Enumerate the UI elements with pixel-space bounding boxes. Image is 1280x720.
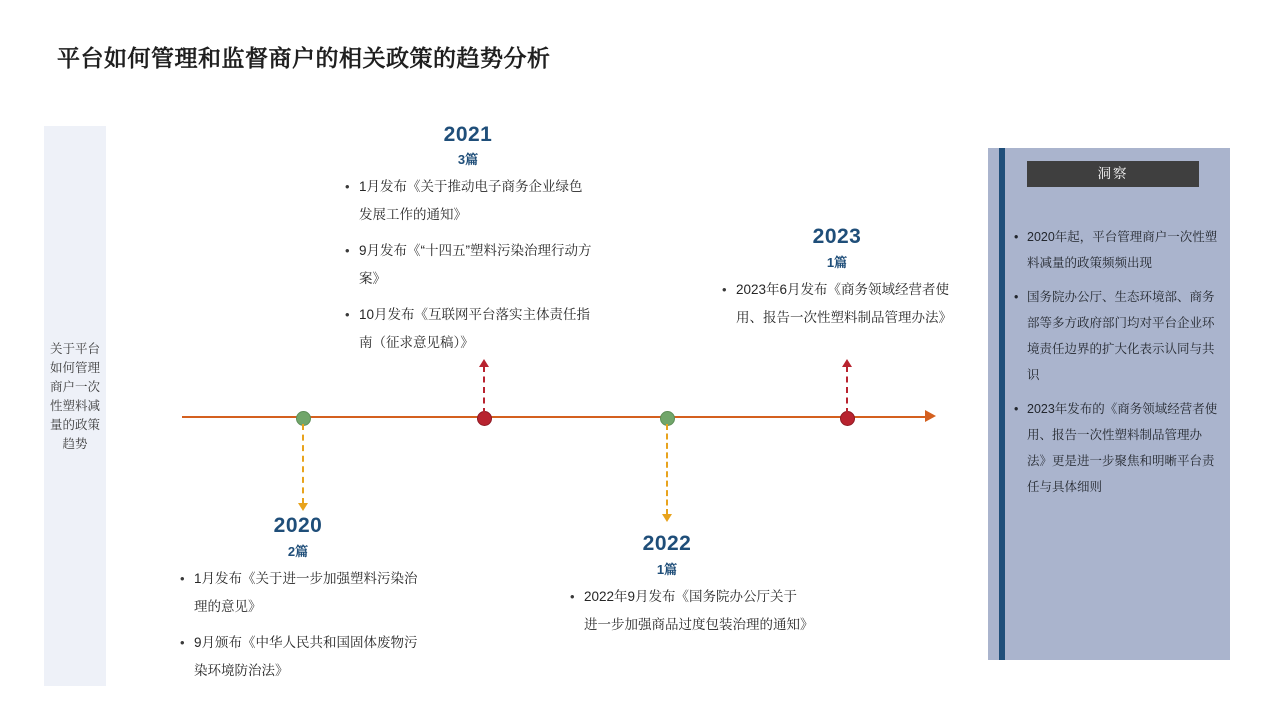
bullet-icon: • — [722, 282, 727, 297]
connector-2022 — [666, 424, 668, 515]
left-label-text: 关于平台如何管理商户一次性塑料减量的政策趋势 — [49, 342, 100, 451]
list-item — [345, 173, 595, 229]
list-item-text: 2022年9月发布《国务院办公厅关于进一步加强商品过度包装治理的通知》 — [584, 589, 814, 632]
list-item — [180, 565, 425, 621]
connector-2023 — [846, 366, 848, 414]
timeline-arrow-icon — [925, 410, 936, 422]
connector-2020 — [302, 424, 304, 504]
list-item — [345, 301, 595, 357]
year-items-2020 — [180, 565, 425, 693]
year-count-2021: 3篇 — [457, 152, 479, 167]
list-item-text: 2020年起，平台管理商户一次性塑料减量的政策频频出现 — [1027, 230, 1218, 270]
bullet-icon: • — [570, 589, 575, 604]
list-item — [1014, 284, 1219, 388]
year-label-2023: 2023 — [812, 225, 862, 248]
bullet-icon: • — [345, 243, 350, 258]
insight-items — [1014, 224, 1219, 508]
list-item-text: 2023年6月发布《商务领域经营者使用、报告一次性塑料制品管理办法》 — [736, 282, 952, 325]
bullet-icon: • — [180, 571, 185, 586]
connector-2023-arrow-icon — [842, 359, 852, 367]
insight-heading: 洞察 — [1027, 161, 1199, 187]
year-label-2022: 2022 — [642, 532, 692, 555]
bullet-icon: • — [1014, 402, 1019, 416]
list-item-text: 1月发布《关于进一步加强塑料污染治理的意见》 — [194, 571, 418, 614]
year-label-2021: 2021 — [443, 123, 493, 146]
bullet-icon: • — [180, 635, 185, 650]
bullet-icon: • — [1014, 230, 1019, 244]
list-item — [570, 583, 814, 639]
connector-2022-arrow-icon — [662, 514, 672, 522]
list-item — [1014, 224, 1219, 276]
bullet-icon: • — [345, 179, 350, 194]
timeline-axis — [182, 416, 928, 418]
year-items-2023 — [722, 276, 950, 340]
list-item-text: 2023年发布的《商务领域经营者使用、报告一次性塑料制品管理办法》更是进一步聚焦和明晰平台责任与具体细则 — [1027, 402, 1218, 494]
list-item — [1014, 396, 1219, 500]
year-items-2021 — [345, 173, 595, 365]
year-count-2020: 2篇 — [287, 544, 309, 559]
bullet-icon: • — [1014, 290, 1019, 304]
list-item-text: 1月发布《关于推动电子商务企业绿色发展工作的通知》 — [359, 179, 583, 222]
list-item-text: 10月发布《互联网平台落实主体责任指南（征求意见稿）》 — [359, 307, 591, 350]
year-count-2023: 1篇 — [826, 255, 848, 270]
connector-2021 — [483, 366, 485, 414]
list-item-text: 9月发布《“十四五”塑料污染治理行动方案》 — [359, 243, 592, 286]
insight-accent-bar — [999, 148, 1005, 660]
year-items-2022 — [570, 583, 814, 647]
list-item — [722, 276, 950, 332]
list-item — [180, 629, 425, 685]
connector-2020-arrow-icon — [298, 503, 308, 511]
page-title: 平台如何管理和监督商户的相关政策的趋势分析 — [57, 45, 551, 71]
list-item-text: 国务院办公厅、生态环境部、商务部等多方政府部门均对平台企业环境责任边界的扩大化表示认同与共识 — [1027, 290, 1215, 382]
bullet-icon: • — [345, 307, 350, 322]
year-count-2022: 1篇 — [656, 562, 678, 577]
year-label-2020: 2020 — [273, 514, 323, 537]
list-item-text: 9月颁布《中华人民共和国固体废物污染环境防治法》 — [194, 635, 418, 678]
list-item — [345, 237, 595, 293]
